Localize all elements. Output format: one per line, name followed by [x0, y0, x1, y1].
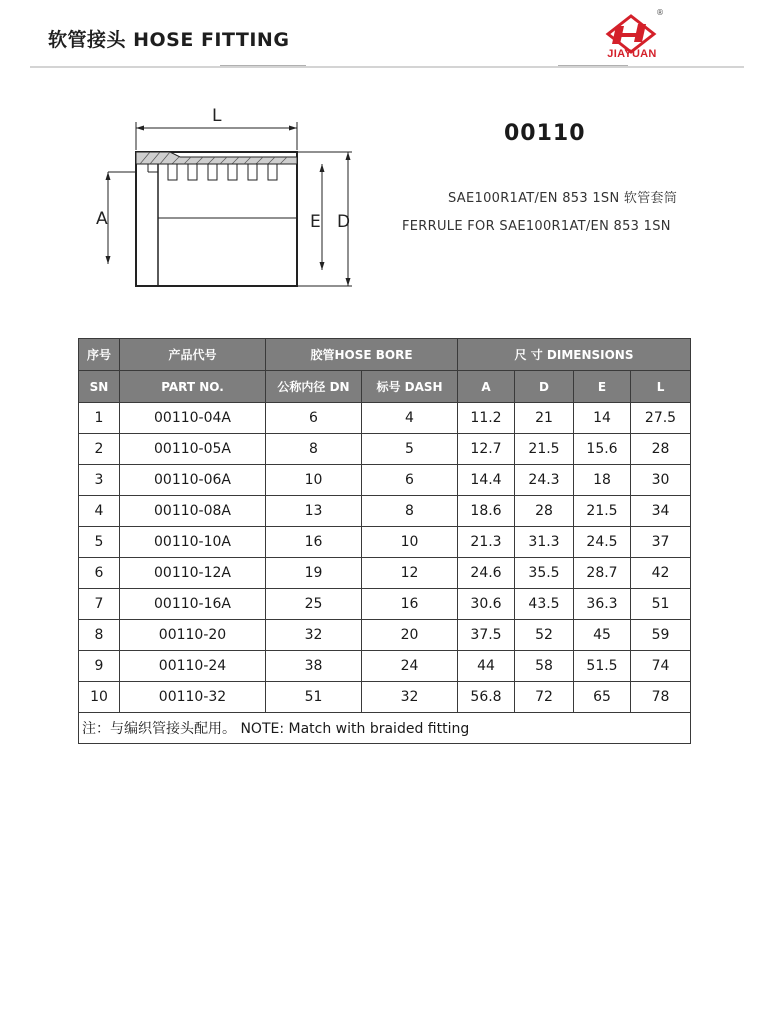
cell-l: 59 — [631, 620, 691, 651]
cell-e: 21.5 — [574, 496, 631, 527]
table-header-row-2 — [79, 371, 691, 403]
cell-sn: 4 — [79, 496, 120, 527]
cell-l: 34 — [631, 496, 691, 527]
cell-part-no: 00110-24 — [120, 651, 266, 682]
cell-l: 51 — [631, 589, 691, 620]
cell-d: 58 — [515, 651, 574, 682]
cell-dn: 13 — [266, 496, 362, 527]
cell-l: 42 — [631, 558, 691, 589]
cell-a: 12.7 — [458, 434, 515, 465]
cell-part-no: 00110-10A — [120, 527, 266, 558]
cell-dash: 8 — [362, 496, 458, 527]
cell-part-no: 00110-20 — [120, 620, 266, 651]
header-sn: SN — [79, 371, 120, 403]
table-row — [79, 434, 691, 465]
cell-dash: 5 — [362, 434, 458, 465]
cell-e: 15.6 — [574, 434, 631, 465]
cell-d: 28 — [515, 496, 574, 527]
table-header-row-1 — [79, 339, 691, 371]
cell-sn: 6 — [79, 558, 120, 589]
cell-d: 21.5 — [515, 434, 574, 465]
cell-dash: 24 — [362, 651, 458, 682]
brand-name: JIAYUAN — [607, 48, 657, 60]
cell-part-no: 00110-04A — [120, 403, 266, 434]
header-sn-cn: 序号 — [79, 339, 120, 371]
cell-part-no: 00110-12A — [120, 558, 266, 589]
page-title: 软管接头 HOSE FITTING — [48, 29, 290, 51]
cell-d: 24.3 — [515, 465, 574, 496]
table-row — [79, 651, 691, 682]
cell-d: 21 — [515, 403, 574, 434]
ferrule-drawing — [90, 96, 370, 306]
cell-dn: 25 — [266, 589, 362, 620]
cell-e: 36.3 — [574, 589, 631, 620]
cell-l: 30 — [631, 465, 691, 496]
product-description-cn: SAE100R1AT/EN 853 1SN 软管套筒 — [448, 191, 678, 206]
cell-sn: 9 — [79, 651, 120, 682]
cell-sn: 2 — [79, 434, 120, 465]
cell-dn: 38 — [266, 651, 362, 682]
cell-part-no: 00110-16A — [120, 589, 266, 620]
cell-dn: 16 — [266, 527, 362, 558]
dim-label-d: D — [337, 212, 351, 232]
table-row — [79, 682, 691, 713]
cell-part-no: 00110-05A — [120, 434, 266, 465]
cell-a: 14.4 — [458, 465, 515, 496]
cell-dash: 6 — [362, 465, 458, 496]
cell-e: 51.5 — [574, 651, 631, 682]
registered-mark: ® — [656, 8, 664, 17]
product-code: 00110 — [504, 121, 586, 146]
cell-l: 78 — [631, 682, 691, 713]
cell-e: 18 — [574, 465, 631, 496]
cell-dash: 16 — [362, 589, 458, 620]
table-row — [79, 403, 691, 434]
cell-l: 28 — [631, 434, 691, 465]
cell-sn: 7 — [79, 589, 120, 620]
cell-a: 18.6 — [458, 496, 515, 527]
product-description-en: FERRULE FOR SAE100R1AT/EN 853 1SN — [402, 219, 671, 234]
table-row — [79, 589, 691, 620]
cell-dn: 6 — [266, 403, 362, 434]
dim-label-a: A — [96, 209, 108, 229]
header-l: L — [631, 371, 691, 403]
header-dimensions: 尺 寸 DIMENSIONS — [458, 339, 691, 371]
cell-dash: 12 — [362, 558, 458, 589]
cell-part-no: 00110-06A — [120, 465, 266, 496]
cell-a: 44 — [458, 651, 515, 682]
cell-dn: 32 — [266, 620, 362, 651]
header-part-cn: 产品代号 — [120, 339, 266, 371]
cell-sn: 8 — [79, 620, 120, 651]
cell-sn: 1 — [79, 403, 120, 434]
table-row — [79, 620, 691, 651]
cell-a: 11.2 — [458, 403, 515, 434]
cell-dash: 20 — [362, 620, 458, 651]
header-dash: 标号 DASH — [362, 371, 458, 403]
cell-dash: 10 — [362, 527, 458, 558]
table-row — [79, 527, 691, 558]
header-dn: 公称内径 DN — [266, 371, 362, 403]
cell-a: 56.8 — [458, 682, 515, 713]
header-a: A — [458, 371, 515, 403]
cell-e: 28.7 — [574, 558, 631, 589]
cell-d: 52 — [515, 620, 574, 651]
dim-label-e: E — [310, 212, 321, 232]
cell-d: 31.3 — [515, 527, 574, 558]
cell-dash: 4 — [362, 403, 458, 434]
cell-a: 30.6 — [458, 589, 515, 620]
cell-sn: 10 — [79, 682, 120, 713]
cell-d: 72 — [515, 682, 574, 713]
cell-dn: 8 — [266, 434, 362, 465]
header-d: D — [515, 371, 574, 403]
table-note-row — [79, 713, 691, 744]
cell-d: 43.5 — [515, 589, 574, 620]
dim-label-l: L — [212, 106, 222, 126]
cell-dn: 19 — [266, 558, 362, 589]
header-hose-bore: 胶管HOSE BORE — [266, 339, 458, 371]
cell-sn: 5 — [79, 527, 120, 558]
header-e: E — [574, 371, 631, 403]
cell-l: 27.5 — [631, 403, 691, 434]
header-divider — [30, 66, 744, 68]
cell-l: 74 — [631, 651, 691, 682]
table-row — [79, 496, 691, 527]
cell-e: 24.5 — [574, 527, 631, 558]
cell-dash: 32 — [362, 682, 458, 713]
cell-dn: 51 — [266, 682, 362, 713]
cell-a: 24.6 — [458, 558, 515, 589]
cell-e: 45 — [574, 620, 631, 651]
cell-part-no: 00110-08A — [120, 496, 266, 527]
cell-sn: 3 — [79, 465, 120, 496]
spec-table — [78, 338, 691, 744]
cell-d: 35.5 — [515, 558, 574, 589]
cell-e: 65 — [574, 682, 631, 713]
cell-a: 37.5 — [458, 620, 515, 651]
cell-dn: 10 — [266, 465, 362, 496]
header-part-no: PART NO. — [120, 371, 266, 403]
cell-l: 37 — [631, 527, 691, 558]
cell-part-no: 00110-32 — [120, 682, 266, 713]
table-row — [79, 558, 691, 589]
table-note: 注：与编织管接头配用。 NOTE: Match with braided fitting — [79, 713, 691, 744]
table-row — [79, 465, 691, 496]
cell-a: 21.3 — [458, 527, 515, 558]
cell-e: 14 — [574, 403, 631, 434]
